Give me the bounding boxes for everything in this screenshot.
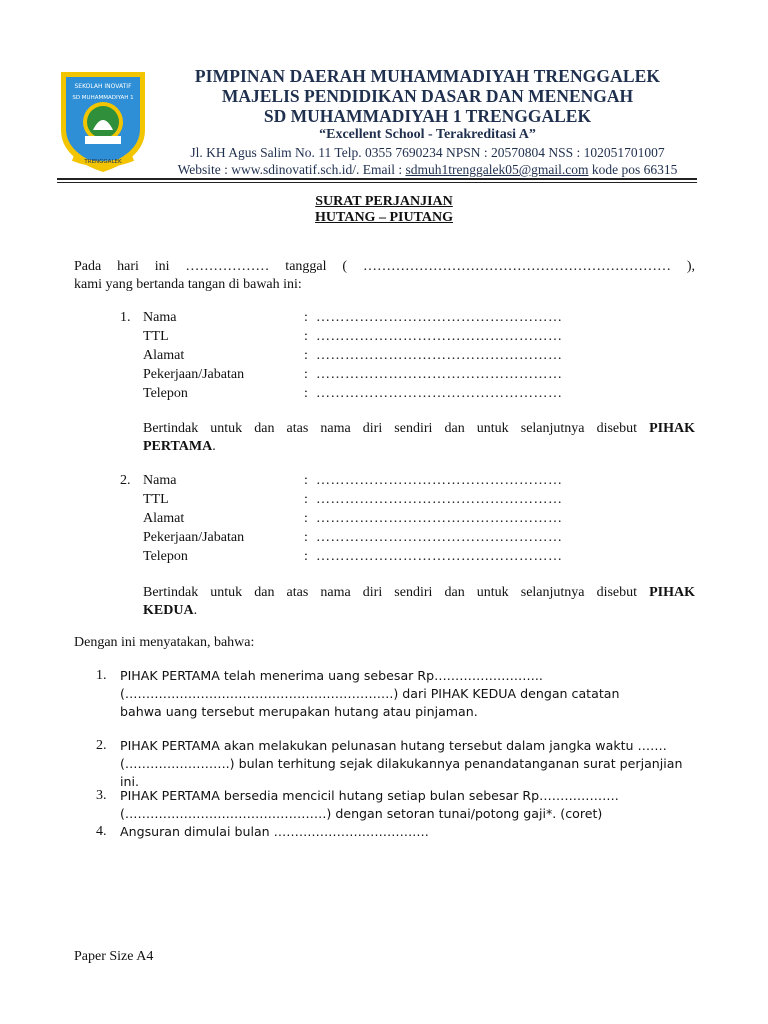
field-blank: ……………………………………………: [316, 473, 563, 488]
point-number: 4.: [96, 824, 107, 839]
field-label: Alamat: [143, 348, 185, 363]
point-item: [120, 667, 690, 721]
field-colon: :: [304, 492, 308, 507]
party2-number: 2.: [120, 473, 131, 488]
field-blank: ……………………………………………: [316, 492, 563, 507]
field-blank: ……………………………………………: [316, 367, 563, 382]
party2-statement-end: [143, 602, 197, 620]
party1-row: [0, 365, 768, 384]
point-number: 2.: [96, 738, 107, 753]
paper-size-footer: Paper Size A4: [74, 949, 154, 964]
point-item: [120, 737, 690, 791]
logo-text-mid: SD MUHAMMADIYAH 1: [72, 95, 134, 101]
document-title: SURAT PERJANJIAN: [315, 194, 453, 209]
party1-number: 1.: [120, 310, 131, 325]
declaration-text: Dengan ini menyatakan, bahwa:: [74, 635, 255, 650]
point-line: PIHAK PERTAMA bersedia mencicil hutang setiap bulan sebesar Rp……………….: [120, 788, 619, 803]
party1-row: [0, 384, 768, 403]
field-label: Alamat: [143, 511, 185, 526]
field-label: TTL: [143, 492, 169, 507]
letterhead-line3: SD MUHAMMADIYAH 1 TRENGGALEK: [263, 106, 592, 126]
website-text: Website : www.sdinovatif.sch.id/. Email :: [177, 162, 406, 177]
point-item: [120, 823, 690, 841]
point-number: 3.: [96, 788, 107, 803]
field-blank: ……………………………………………: [316, 530, 563, 545]
statement-text: Bertindak untuk dan atas nama diri sendiri dan untuk selanjutnya disebut: [143, 421, 638, 436]
party2-row: [0, 528, 768, 547]
party2-row: [0, 547, 768, 566]
field-blank: ……………………………………………: [316, 348, 563, 363]
statement-text: Bertindak untuk dan atas nama diri sendiri dan untuk selanjutnya disebut: [143, 585, 638, 600]
field-blank: ……………………………………………: [316, 310, 563, 325]
point-line: (…………………….) bulan terhitung sejak dilakukannya penandatanganan surat perjanjian: [120, 756, 683, 771]
statement-period: .: [212, 439, 216, 454]
logo-text-top: SEKOLAH INOVATIF: [74, 83, 132, 90]
party2-statement: [143, 584, 695, 602]
statement-bold: KEDUA: [143, 603, 194, 618]
field-label: Pekerjaan/Jabatan: [143, 530, 245, 545]
field-label: Nama: [143, 473, 177, 488]
point-line: PIHAK PERTAMA telah menerima uang sebesar Rp……………………..: [120, 668, 543, 683]
field-label: Nama: [143, 310, 177, 325]
field-label: Telepon: [143, 386, 188, 401]
party1-statement-end: [143, 438, 216, 456]
field-colon: :: [304, 530, 308, 545]
field-colon: :: [304, 386, 308, 401]
field-label: TTL: [143, 329, 169, 344]
field-label: Telepon: [143, 549, 188, 564]
field-colon: :: [304, 549, 308, 564]
statement-bold: PIHAK: [649, 585, 695, 600]
point-line: (……………………………………………………….) dari PIHAK KEDUA dengan catatan: [120, 686, 620, 701]
point-line: PIHAK PERTAMA akan melakukan pelunasan hutang tersebut dalam jangka waktu …….: [120, 738, 667, 753]
party1-row: [0, 327, 768, 346]
field-blank: ……………………………………………: [316, 511, 563, 526]
party2-row: [0, 490, 768, 509]
school-logo: [57, 66, 149, 174]
point-number: 1.: [96, 668, 107, 683]
intro-line2: kami yang bertanda tangan di bawah ini:: [74, 277, 302, 292]
letterhead: [160, 66, 695, 178]
field-blank: ……………………………………………: [316, 329, 563, 344]
field-colon: :: [304, 310, 308, 325]
letterhead-line1: PIMPINAN DAERAH MUHAMMADIYAH TRENGGALEK: [194, 66, 661, 86]
field-blank: ……………………………………………: [316, 549, 563, 564]
statement-period: .: [193, 603, 198, 618]
email-link[interactable]: sdmuh1trenggalek05@gmail.com: [405, 162, 589, 177]
letterhead-line2: MAJELIS PENDIDIKAN DASAR DAN MENENGAH: [221, 86, 634, 106]
letterhead-rule: [57, 178, 697, 180]
party1-statement: [143, 420, 695, 438]
point-line: Angsuran dimulai bulan ……………………………….: [120, 824, 429, 839]
field-colon: :: [304, 348, 308, 363]
logo-text-bottom: TRENGGALEK: [84, 159, 122, 165]
statement-bold: PIHAK: [649, 421, 695, 436]
field-colon: :: [304, 511, 308, 526]
field-label: Pekerjaan/Jabatan: [143, 367, 245, 382]
point-item: [120, 787, 690, 823]
party2-row: [0, 509, 768, 528]
letterhead-motto: “Excellent School - Terakreditasi A”: [319, 127, 536, 142]
point-line: bahwa uang tersebut merupakan hutang atau pinjaman.: [120, 704, 478, 719]
field-colon: :: [304, 367, 308, 382]
field-colon: :: [304, 473, 308, 488]
party1-row: [0, 308, 768, 327]
point-line: ini.: [120, 774, 139, 789]
letterhead-address: Jl. KH Agus Salim No. 11 Telp. 0355 7690234 NPSN : 20570804 NSS : 102051701007: [190, 145, 665, 160]
field-blank: ……………………………………………: [316, 386, 563, 401]
party2-row: [0, 471, 768, 490]
document-subtitle: HUTANG – PIUTANG: [315, 210, 453, 225]
point-line: (…………………………………………) dengan setoran tunai/potong gaji*. (coret): [120, 806, 603, 821]
letterhead-contact: [160, 161, 695, 178]
intro-line1: Pada hari ini ……………… tanggal ( ………………………………………………………… ),: [74, 259, 695, 274]
field-colon: :: [304, 329, 308, 344]
statement-bold: PERTAMA: [143, 439, 213, 454]
letterhead-rule-thin: [57, 182, 697, 183]
party1-row: [0, 346, 768, 365]
postal-code: kode pos 66315: [588, 162, 678, 177]
